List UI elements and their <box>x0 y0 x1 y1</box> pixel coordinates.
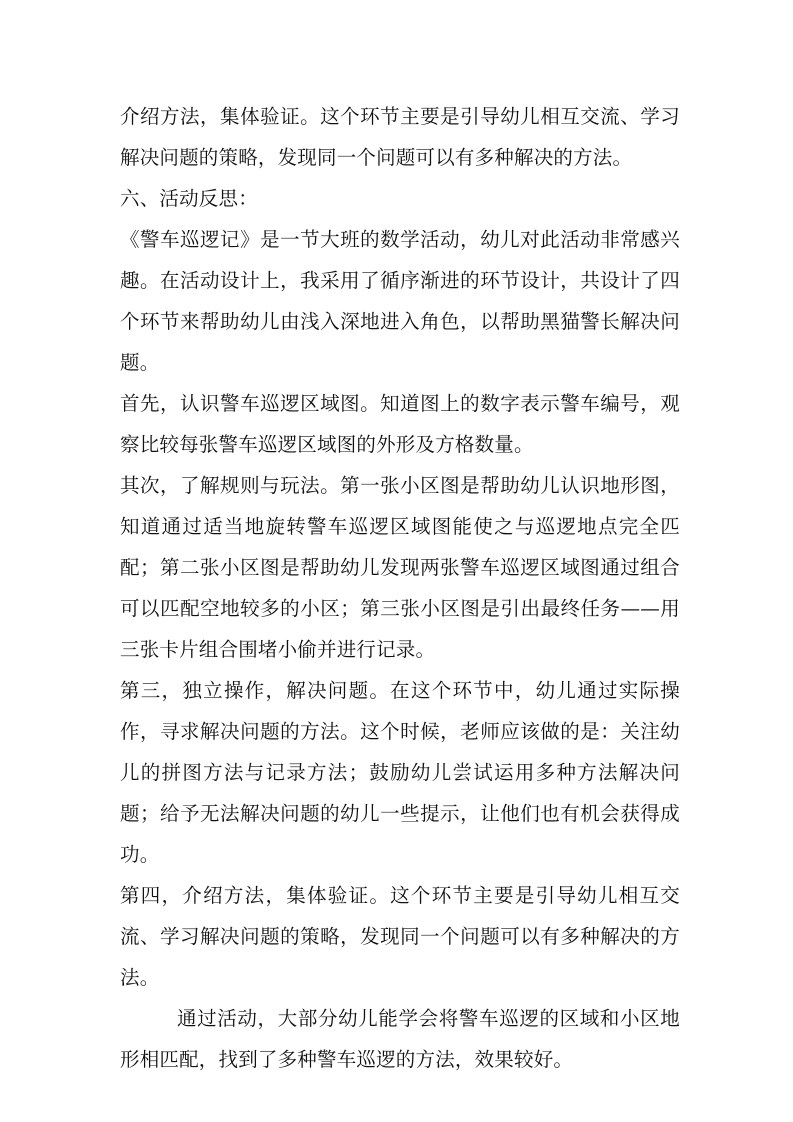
paragraph-first-step: 首先，认识警车巡逻区域图。知道图上的数字表示警车编号，观察比较每张警车巡逻区域图的外形及方格数量。 <box>120 392 680 456</box>
paragraph-second-step: 其次，了解规则与玩法。第一张小区图是帮助幼儿认识地形图，知道通过适当地旋转警车巡逻区域图能使之与巡逻地点完全匹配；第二张小区图是帮助幼儿发现两张警车巡逻区域图通过组合可以匹配空地较多的小区；第三张小区图是引出最终任务——用三张卡片组合围堵小偷并进行记录。 <box>120 474 680 661</box>
section-heading-reflection: 六、活动反思： <box>120 187 258 210</box>
document-body <box>120 96 680 1080</box>
paragraph-fourth-step: 第四，介绍方法，集体验证。这个环节主要是引导幼儿相互交流、学习解决问题的策略，发现同一个问题可以有多种解决的方法。 <box>120 884 680 989</box>
paragraph-continued-method: 介绍方法，集体验证。这个环节主要是引导幼儿相互交流、学习解决问题的策略，发现同一个问题可以有多种解决的方法。 <box>120 105 680 169</box>
paragraph-third-step: 第三，独立操作，解决问题。在这个环节中，幼儿通过实际操作，寻求解决问题的方法。这个时候，老师应该做的是：关注幼儿的拼图方法与记录方法；鼓励幼儿尝试运用多种方法解决问题；给予无法解决问题的幼儿一些提示，让他们也有机会获得成功。 <box>120 679 680 866</box>
paragraph-conclusion: 通过活动，大部分幼儿能学会将警车巡逻的区域和小区地形相匹配，找到了多种警车巡逻的方法，效果较好。 <box>120 1007 680 1071</box>
paragraph-activity-intro: 《警车巡逻记》是一节大班的数学活动，幼儿对此活动非常感兴趣。在活动设计上，我采用了循序渐进的环节设计，共设计了四个环节来帮助幼儿由浅入深地进入角色，以帮助黑猫警长解决问题。 <box>120 228 680 374</box>
